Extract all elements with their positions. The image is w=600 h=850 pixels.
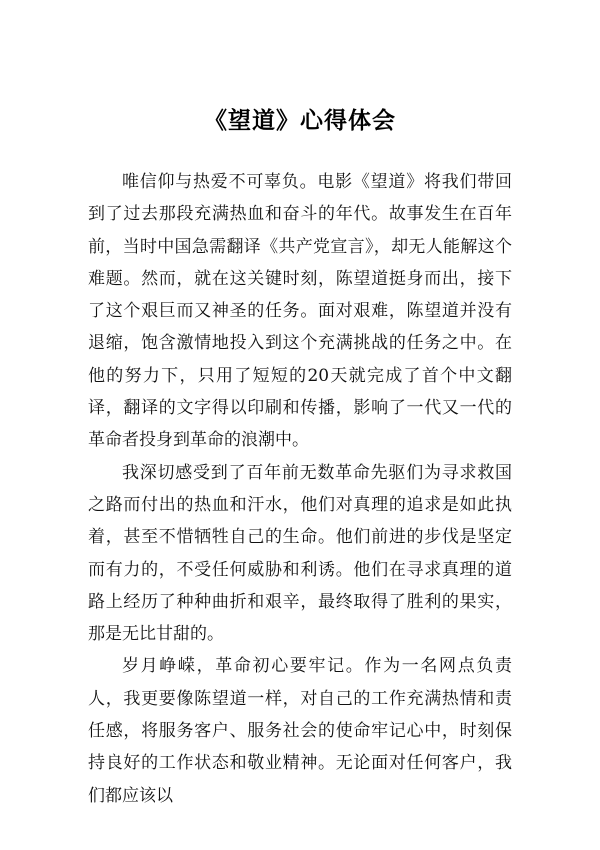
paragraph-2: 我深切感受到了百年前无数革命先驱们为寻求救国之路而付出的热血和汗水，他们对真理的追求是如此执着，甚至不惜牺牲自己的生命。他们前进的步伐是坚定而有力的，不受任何威胁和利诱。他们在寻求真理的道路上经历了种种曲折和艰辛，最终取得了胜利的果实，那是无比甘甜的。 [88,462,512,645]
paragraph-3: 岁月峥嵘，革命初心要牢记。作为一名网点负责人，我更要像陈望道一样，对自己的工作充满热情和责任感，将服务客户、服务社会的使命牢记心中，时刻保持良好的工作状态和敬业精神。无论面对任何客户，我们都应该以 [88,656,512,806]
paragraph-1: 唯信仰与热爱不可辜负。电影《望道》将我们带回到了过去那段充满热血和奋斗的年代。故事发生在百年前，当时中国急需翻译《共产党宣言》，却无人能解这个难题。然而，就在这关键时刻，陈望道挺身而出，接下了这个艰巨而又神圣的任务。面对艰难，陈望道并没有退缩，饱含激情地投入到这个充满挑战的任务之中。在他的努力下，只用了短短的20天就完成了首个中文翻译，翻译的文字得以印刷和传播，影响了一代又一代的革命者投身到革命的浪潮中。 [88,172,512,451]
document-body [88,166,512,812]
document-title: 《望道》心得体会 [204,108,396,134]
